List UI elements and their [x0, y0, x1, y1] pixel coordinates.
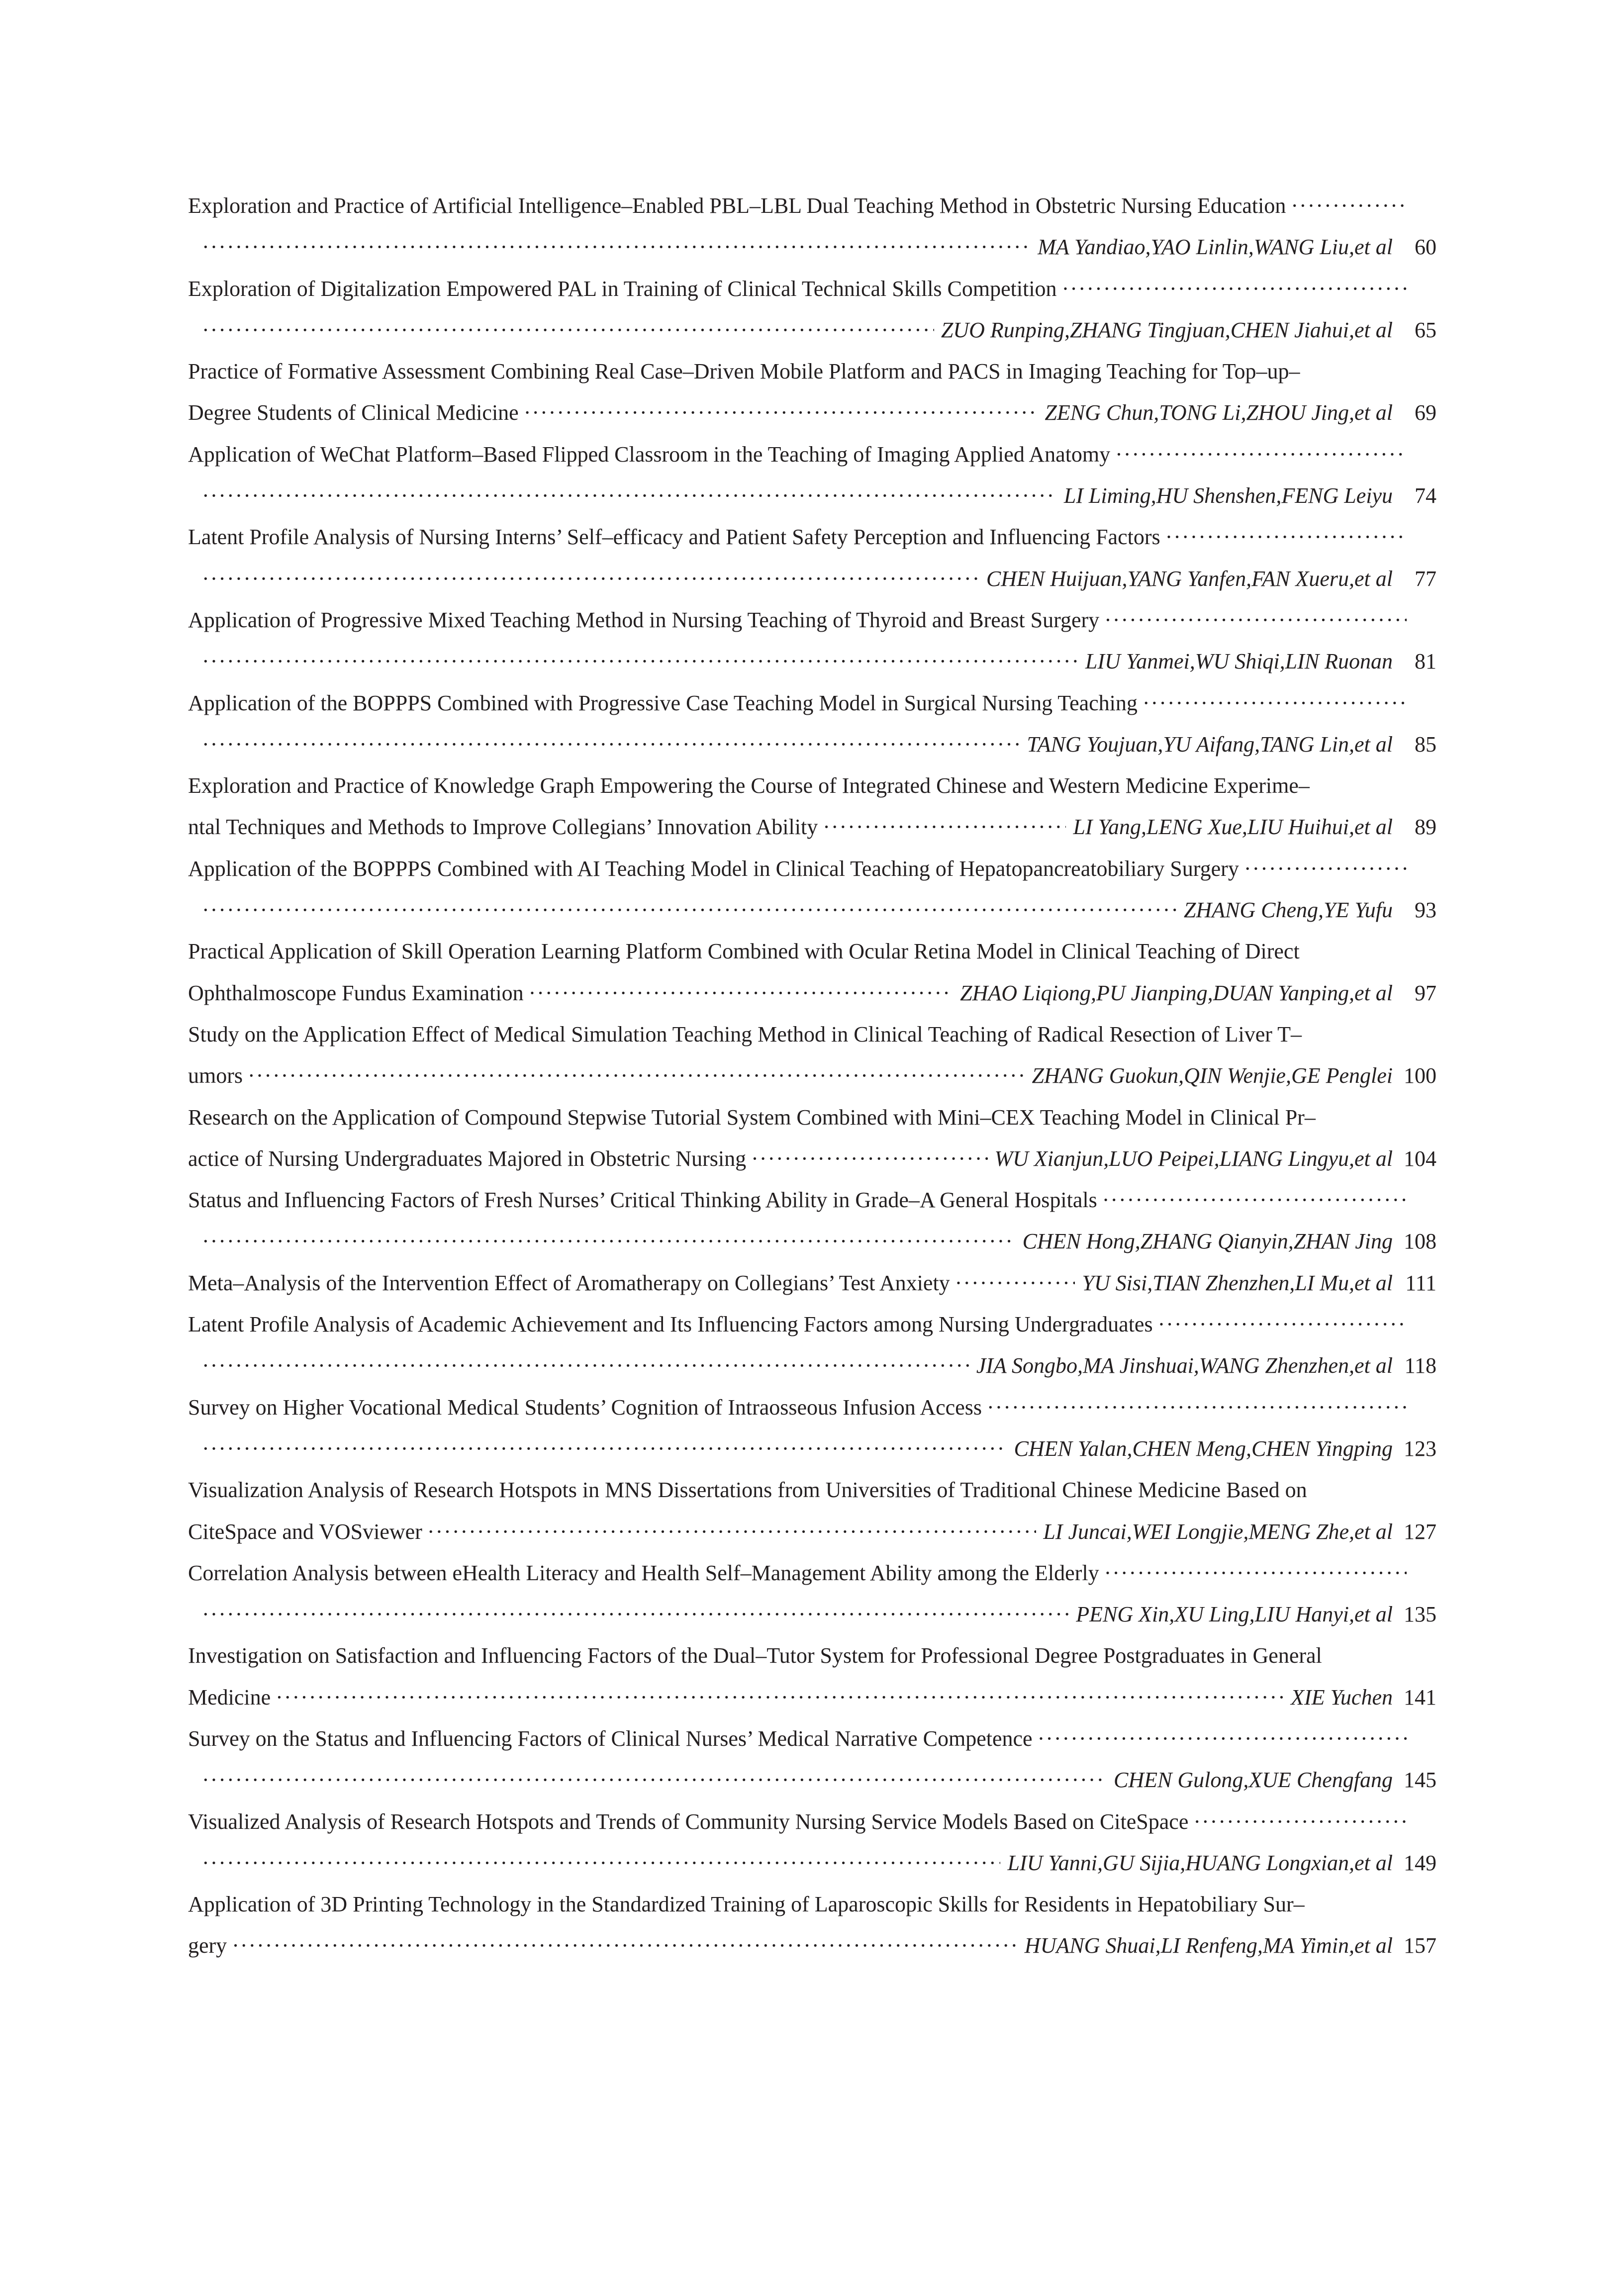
entry-page-number[interactable]: 89	[1415, 815, 1436, 840]
toc-line	[188, 889, 1436, 931]
dot-leader	[202, 309, 934, 351]
entry-title[interactable]: Application of WeChat Platform–Based Flipped Classroom in the Teaching of Imaging Applied Anatomy	[188, 442, 1111, 467]
dot-leader	[1193, 1801, 1407, 1842]
entry-authors: MA Yandiao,YAO Linlin,WANG Liu,et al	[1038, 235, 1393, 260]
toc-entry[interactable]	[188, 1262, 1436, 1304]
dot-leader	[823, 806, 1066, 848]
entry-title[interactable]: Visualized Analysis of Research Hotspots and Trends of Community Nursing Service Models Based on CiteSpace	[188, 1809, 1189, 1834]
toc-line	[188, 475, 1436, 516]
toc-entry[interactable]	[188, 1304, 1436, 1387]
toc-entry[interactable]	[188, 682, 1436, 765]
dot-leader	[202, 475, 1057, 516]
toc-entry[interactable]	[188, 434, 1436, 517]
toc-line	[188, 1718, 1436, 1759]
toc-entry[interactable]	[188, 185, 1436, 268]
entry-page-number[interactable]: 118	[1404, 1353, 1436, 1378]
entry-title[interactable]: Application of the BOPPPS Combined with Progressive Case Teaching Model in Surgical Nursing Teaching	[188, 690, 1138, 715]
entry-page-number[interactable]: 65	[1415, 317, 1436, 342]
entry-title[interactable]: Exploration and Practice of Knowledge Graph Empowering the Course of Integrated Chinese and Western Medicine Experime–	[188, 773, 1310, 798]
entry-authors: YU Sisi,TIAN Zhenzhen,LI Mu,et al	[1082, 1270, 1393, 1295]
dot-leader	[1115, 434, 1407, 475]
entry-title[interactable]: Practical Application of Skill Operation Learning Platform Combined with Ocular Retina Model in Clinical Teaching of Direct	[188, 939, 1300, 964]
dot-leader	[202, 724, 1020, 765]
toc-entry[interactable]	[188, 1718, 1436, 1801]
dot-leader	[1038, 1718, 1407, 1759]
toc-line	[188, 1262, 1436, 1304]
entry-authors: JIA Songbo,MA Jinshuai,WANG Zhenzhen,et al	[976, 1353, 1393, 1378]
entry-authors: LIU Yanni,GU Sijia,HUANG Longxian,et al	[1007, 1850, 1393, 1875]
entry-title[interactable]: Survey on the Status and Influencing Factors of Clinical Nurses’ Medical Narrative Competence	[188, 1726, 1033, 1751]
dot-leader	[202, 641, 1078, 682]
dot-leader	[1244, 848, 1407, 889]
dot-leader	[202, 1594, 1069, 1635]
entry-title[interactable]: Research on the Application of Compound Stepwise Tutorial System Combined with Mini–CEX Teaching Model in Clinical Pr–	[188, 1105, 1316, 1130]
dot-leader	[202, 1221, 1016, 1262]
entry-page-number[interactable]: 77	[1415, 566, 1436, 591]
entry-authors: LI Yang,LENG Xue,LIU Huihui,et al	[1073, 815, 1393, 840]
entry-title[interactable]: Survey on Higher Vocational Medical Students’ Cognition of Intraosseous Infusion Access	[188, 1395, 982, 1420]
toc-line	[188, 1179, 1436, 1221]
entry-title[interactable]: Study on the Application Effect of Medical Simulation Teaching Method in Clinical Teaching of Radical Resection of Liver T–	[188, 1022, 1302, 1046]
toc-line	[188, 724, 1436, 765]
toc-entry[interactable]	[188, 1469, 1436, 1552]
toc-line	[188, 682, 1436, 724]
toc-line	[188, 848, 1436, 889]
toc-line	[188, 1759, 1436, 1801]
entry-authors: LIU Yanmei,WU Shiqi,LIN Ruonan	[1085, 649, 1393, 674]
entry-authors: TANG Youjuan,YU Aifang,TANG Lin,et al	[1027, 732, 1393, 757]
toc-entry[interactable]	[188, 1014, 1436, 1097]
entry-title[interactable]: Meta–Analysis of the Intervention Effect of Aromatherapy on Collegians’ Test Anxiety	[188, 1270, 950, 1295]
toc-line	[188, 309, 1436, 351]
entry-authors: CHEN Huijuan,YANG Yanfen,FAN Xueru,et al	[986, 566, 1393, 591]
toc-entry[interactable]	[188, 1801, 1436, 1884]
toc-entry[interactable]	[188, 931, 1436, 1014]
toc-line	[188, 1428, 1436, 1469]
entry-page-number[interactable]: 60	[1415, 235, 1436, 260]
entry-page-number[interactable]: 141	[1404, 1685, 1436, 1709]
entry-authors: ZHAO Liqiong,PU Jianping,DUAN Yanping,et al	[960, 980, 1393, 1005]
entry-title[interactable]: Practice of Formative Assessment Combining Real Case–Driven Mobile Platform and PACS in Imaging Teaching for Top–up–	[188, 359, 1300, 384]
toc-line	[188, 1677, 1436, 1718]
entry-authors: LI Juncai,WEI Longjie,MENG Zhe,et al	[1043, 1519, 1393, 1544]
entry-authors: CHEN Gulong,XUE Chengfang	[1114, 1768, 1393, 1793]
dot-leader	[248, 1055, 1025, 1096]
toc-entry[interactable]	[188, 1552, 1436, 1635]
entry-page-number[interactable]: 100	[1404, 1063, 1436, 1088]
dot-leader	[1104, 1552, 1407, 1594]
toc-line	[188, 972, 1436, 1014]
toc-entry[interactable]	[188, 1387, 1436, 1470]
entry-title[interactable]: Application of Progressive Mixed Teaching Method in Nursing Teaching of Thyroid and Breast Surgery	[188, 607, 1100, 632]
entry-title[interactable]: Medicine	[188, 1685, 271, 1709]
dot-leader	[202, 1842, 1000, 1884]
dot-leader	[524, 392, 1038, 433]
toc-entry[interactable]	[188, 1179, 1436, 1262]
dot-leader	[1165, 516, 1407, 558]
toc-line	[188, 434, 1436, 475]
entry-title[interactable]: Ophthalmoscope Fundus Examination	[188, 980, 524, 1005]
dot-leader	[1143, 682, 1407, 724]
dot-leader	[202, 1428, 1007, 1469]
entry-authors: HUANG Shuai,LI Renfeng,MA Yimin,et al	[1024, 1933, 1393, 1958]
toc-line	[188, 1594, 1436, 1635]
toc-line	[188, 558, 1436, 599]
toc-entry[interactable]	[188, 765, 1436, 848]
entry-page-number[interactable]: 135	[1404, 1602, 1436, 1627]
dot-leader	[987, 1387, 1407, 1428]
toc-line	[188, 806, 1436, 848]
toc-line	[188, 516, 1436, 558]
entry-page-number[interactable]: 81	[1415, 649, 1436, 674]
toc-entry[interactable]	[188, 516, 1436, 599]
entry-authors: XIE Yuchen	[1291, 1685, 1393, 1709]
entry-authors: LI Liming,HU Shenshen,FENG Leiyu	[1063, 483, 1393, 508]
toc-line	[188, 226, 1436, 268]
toc-line	[188, 1469, 1436, 1511]
entry-page-number[interactable]: 93	[1415, 898, 1436, 923]
dot-leader	[1158, 1304, 1407, 1345]
entry-page-number[interactable]: 145	[1404, 1768, 1436, 1793]
entry-page-number[interactable]: 157	[1404, 1933, 1436, 1958]
toc-line	[188, 1221, 1436, 1262]
dot-leader	[1062, 268, 1407, 309]
toc-line	[188, 351, 1436, 392]
toc-line	[188, 1511, 1436, 1552]
dot-leader	[1104, 599, 1407, 641]
entry-title[interactable]: umors	[188, 1063, 243, 1088]
entry-title[interactable]: gery	[188, 1933, 227, 1958]
entry-title[interactable]: Degree Students of Clinical Medicine	[188, 400, 519, 425]
entry-title[interactable]: Latent Profile Analysis of Academic Achievement and Its Influencing Factors among Nursing Undergraduates	[188, 1312, 1153, 1337]
toc-entry[interactable]	[188, 268, 1436, 351]
dot-leader	[751, 1138, 987, 1179]
entry-page-number[interactable]: 111	[1405, 1270, 1436, 1295]
entry-authors: CHEN Hong,ZHANG Qianyin,ZHAN Jing	[1022, 1229, 1393, 1254]
entry-authors: ZENG Chun,TONG Li,ZHOU Jing,et al	[1045, 400, 1393, 425]
entry-page-number[interactable]: 97	[1415, 980, 1436, 1005]
toc-line	[188, 1097, 1436, 1138]
entry-title[interactable]: Status and Influencing Factors of Fresh Nurses’ Critical Thinking Ability in Grade–A General Hospitals	[188, 1188, 1097, 1213]
dot-leader	[202, 889, 1177, 931]
entry-authors: PENG Xin,XU Ling,LIU Hanyi,et al	[1076, 1602, 1393, 1627]
toc-line	[188, 765, 1436, 806]
entry-title[interactable]: Correlation Analysis between eHealth Literacy and Health Self–Management Ability among the Elderly	[188, 1560, 1099, 1585]
entry-authors: ZHANG Guokun,QIN Wenjie,GE Penglei	[1032, 1063, 1393, 1088]
entry-authors: ZHANG Cheng,YE Yufu	[1183, 898, 1393, 923]
entry-page-number[interactable]: 108	[1404, 1229, 1436, 1254]
entry-title[interactable]: actice of Nursing Undergraduates Majored in Obstetric Nursing	[188, 1146, 747, 1171]
toc-line	[188, 1884, 1436, 1925]
dot-leader	[276, 1677, 1284, 1718]
toc-entry[interactable]	[188, 599, 1436, 682]
entry-title[interactable]: ntal Techniques and Methods to Improve Collegians’ Innovation Ability	[188, 815, 818, 840]
dot-leader	[955, 1262, 1075, 1304]
toc-line	[188, 1801, 1436, 1842]
toc-entry[interactable]	[188, 1884, 1436, 1967]
entry-title[interactable]: Application of 3D Printing Technology in the Standardized Training of Laparoscopic Skills for Residents in Hepatobiliary Sur–	[188, 1892, 1305, 1917]
entry-title[interactable]: CiteSpace and VOSviewer	[188, 1519, 422, 1544]
toc-entry[interactable]	[188, 848, 1436, 931]
table-of-contents	[188, 185, 1436, 1967]
entry-page-number[interactable]: 149	[1404, 1850, 1436, 1875]
toc-line	[188, 1014, 1436, 1055]
toc-line	[188, 392, 1436, 433]
dot-leader	[202, 226, 1031, 268]
entry-page-number[interactable]: 74	[1415, 483, 1436, 508]
toc-line	[188, 931, 1436, 972]
toc-line	[188, 641, 1436, 682]
toc-line	[188, 1387, 1436, 1428]
toc-line	[188, 1635, 1436, 1676]
entry-authors: ZUO Runping,ZHANG Tingjuan,CHEN Jiahui,et al	[941, 317, 1393, 342]
dot-leader	[202, 1759, 1107, 1801]
entry-page-number[interactable]: 69	[1415, 400, 1436, 425]
toc-line	[188, 1552, 1436, 1594]
entry-title[interactable]: Exploration and Practice of Artificial Intelligence–Enabled PBL–LBL Dual Teaching Method in Obstetric Nursing Education	[188, 193, 1286, 218]
toc-line	[188, 1055, 1436, 1096]
toc-entry[interactable]	[188, 1097, 1436, 1180]
toc-line	[188, 1138, 1436, 1179]
entry-title[interactable]: Exploration of Digitalization Empowered PAL in Training of Clinical Technical Skills Competition	[188, 276, 1057, 301]
dot-leader	[202, 558, 979, 599]
toc-line	[188, 1842, 1436, 1884]
dot-leader	[1291, 185, 1407, 226]
toc-line	[188, 1304, 1436, 1345]
entry-authors: CHEN Yalan,CHEN Meng,CHEN Yingping	[1014, 1436, 1393, 1461]
entry-page-number[interactable]: 85	[1415, 732, 1436, 757]
dot-leader	[202, 1345, 969, 1386]
entry-title[interactable]: Latent Profile Analysis of Nursing Interns’ Self–efficacy and Patient Safety Perception and Influencing Factors	[188, 525, 1160, 550]
entry-title[interactable]: Visualization Analysis of Research Hotspots in MNS Dissertations from Universities of Traditional Chinese Medicine Based on	[188, 1478, 1307, 1503]
entry-page-number[interactable]: 123	[1404, 1436, 1436, 1461]
entry-authors: WU Xianjun,LUO Peipei,LIANG Lingyu,et al	[994, 1146, 1393, 1171]
toc-line	[188, 185, 1436, 226]
toc-line	[188, 599, 1436, 641]
dot-leader	[1102, 1179, 1407, 1221]
dot-leader	[529, 972, 954, 1014]
entry-page-number[interactable]: 104	[1404, 1146, 1436, 1171]
toc-line	[188, 268, 1436, 309]
dot-leader	[427, 1511, 1036, 1552]
entry-title[interactable]: Investigation on Satisfaction and Influencing Factors of the Dual–Tutor System for Professional Degree Postgraduates in General	[188, 1643, 1322, 1668]
toc-line	[188, 1345, 1436, 1386]
entry-page-number[interactable]: 127	[1404, 1519, 1436, 1544]
entry-title[interactable]: Application of the BOPPPS Combined with AI Teaching Model in Clinical Teaching of Hepatopancreatobiliary Surgery	[188, 856, 1239, 881]
toc-line	[188, 1925, 1436, 1966]
dot-leader	[232, 1925, 1018, 1966]
toc-entry[interactable]	[188, 351, 1436, 434]
toc-entry[interactable]	[188, 1635, 1436, 1718]
